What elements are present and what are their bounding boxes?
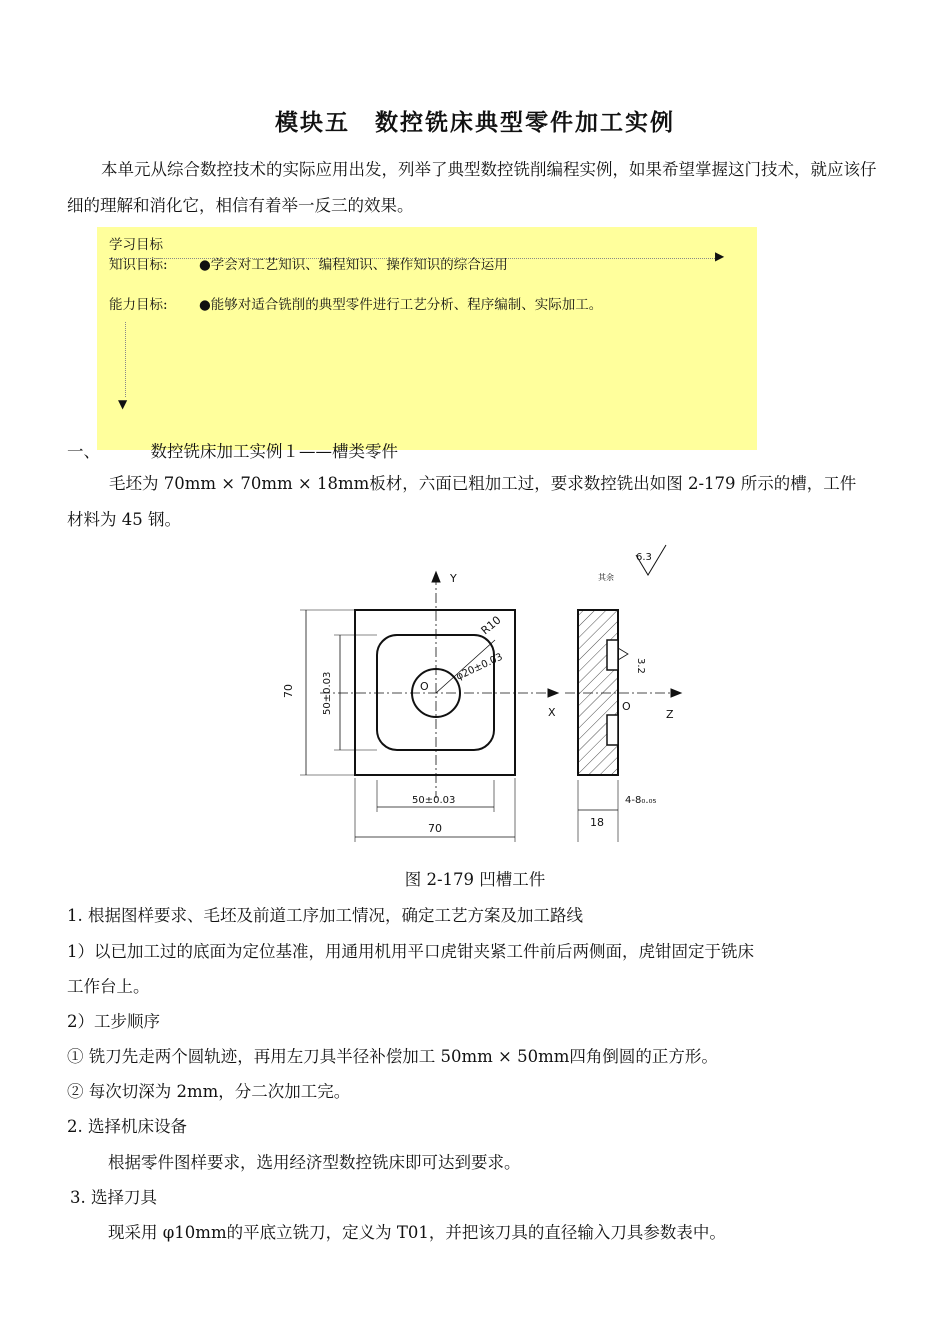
z-axis-label: Z [666,708,674,721]
x-axis-label: X [548,706,556,719]
step-1-1-line-a: 1）以已加工过的底面为定位基准，用通用机用平口虎钳夹紧工件前后两侧面，虎钳固定于铣床 [67,942,754,961]
groove-part-drawing [280,540,700,850]
origin-label: O [420,680,429,693]
step-3-heading: 3. 选择刀具 [70,1188,157,1207]
origin2-label: O [622,700,631,713]
side-groove-bottom [607,715,618,745]
side-groove-top [607,640,618,670]
roughness-top-label: 6.3 [636,552,652,563]
learning-goals-box [97,227,757,450]
roughness-note-label: 其余 [598,573,614,582]
arrow-right-icon: ▶ [715,249,725,263]
step-1-2-b: ② 每次切深为 2mm，分二次加工完。 [67,1082,351,1101]
dim50-h-label: 50±0.03 [412,795,456,806]
step-3-text: 现采用 φ10mm的平底立铣刀，定义为 T01，并把该刀具的直径输入刀具参数表中。 [108,1223,726,1242]
dim70-v-label: 70 [282,684,295,698]
ability-goal-label: 能力目标: [109,297,168,313]
figure-caption: 图 2-179 凹槽工件 [404,870,546,889]
phi20-label: φ20±0.03 [454,651,505,683]
problem-line-2: 材料为 45 钢。 [67,510,181,529]
problem-line-1: 毛坯为 70mm × 70mm × 18mm板材，六面已粗加工过，要求数控铣出如图 2-179 所示的槽，工件 [109,474,857,493]
step-1-2-heading: 2）工步顺序 [67,1012,160,1031]
step-1-1-line-b: 工作台上。 [67,977,150,996]
step-2-heading: 2. 选择机床设备 [67,1117,187,1136]
depth-label: 4-8₀.₀₅ [625,795,657,806]
r10-label: R10 [478,613,504,638]
dim18-label: 18 [590,816,604,829]
pocket-outline [377,635,494,750]
connector-line [109,258,715,259]
vertical-connector [125,322,126,397]
roughness-side-label: 3.2 [635,658,646,674]
step-1-2-a: ① 铣刀先走两个圆轨迹，再用左刀具半径补偿加工 50mm × 50mm四角倒圆的正方形。 [67,1047,718,1066]
arrow-down-icon: ▼ [118,397,128,411]
dim50-v-label: 50±0.03 [322,671,333,715]
side-view [578,610,618,775]
y-arrow-icon [432,572,440,582]
problem-statement [67,466,885,538]
dim70-h-label: 70 [428,822,442,835]
section-heading [67,438,398,462]
knowledge-goal-label: 知识目标: [109,257,168,273]
z-arrow-icon [671,689,681,697]
roughness-side-icon [618,648,628,660]
page-title: 模块五 数控铣床典型零件加工实例 [275,110,675,136]
ability-goal-text: ●能够对适合铣削的典型零件进行工艺分析、程序编制、实际加工。 [199,297,603,313]
section-title: 数控铣床加工实例１——槽类零件 [150,442,398,461]
step-2-text: 根据零件图样要求，选用经济型数控铣床即可达到要求。 [108,1153,521,1172]
goals-heading: 学习目标 [109,237,163,253]
knowledge-goal-text: ●学会对工艺知识、编程知识、操作知识的综合运用 [199,257,508,273]
section-number: 一、 [67,442,100,461]
intro-paragraph: 本单元从综合数控技术的实际应用出发，列举了典型数控铣削编程实例，如果希望掌握这门技术，就应该仔细的理解和消化它，相信有着举一反三的效果。 [67,160,877,215]
y-axis-label: Y [450,572,457,585]
x-arrow-icon [548,689,558,697]
step-1-heading: 1. 根据图样要求、毛坯及前道工序加工情况，确定工艺方案及加工路线 [67,906,583,925]
